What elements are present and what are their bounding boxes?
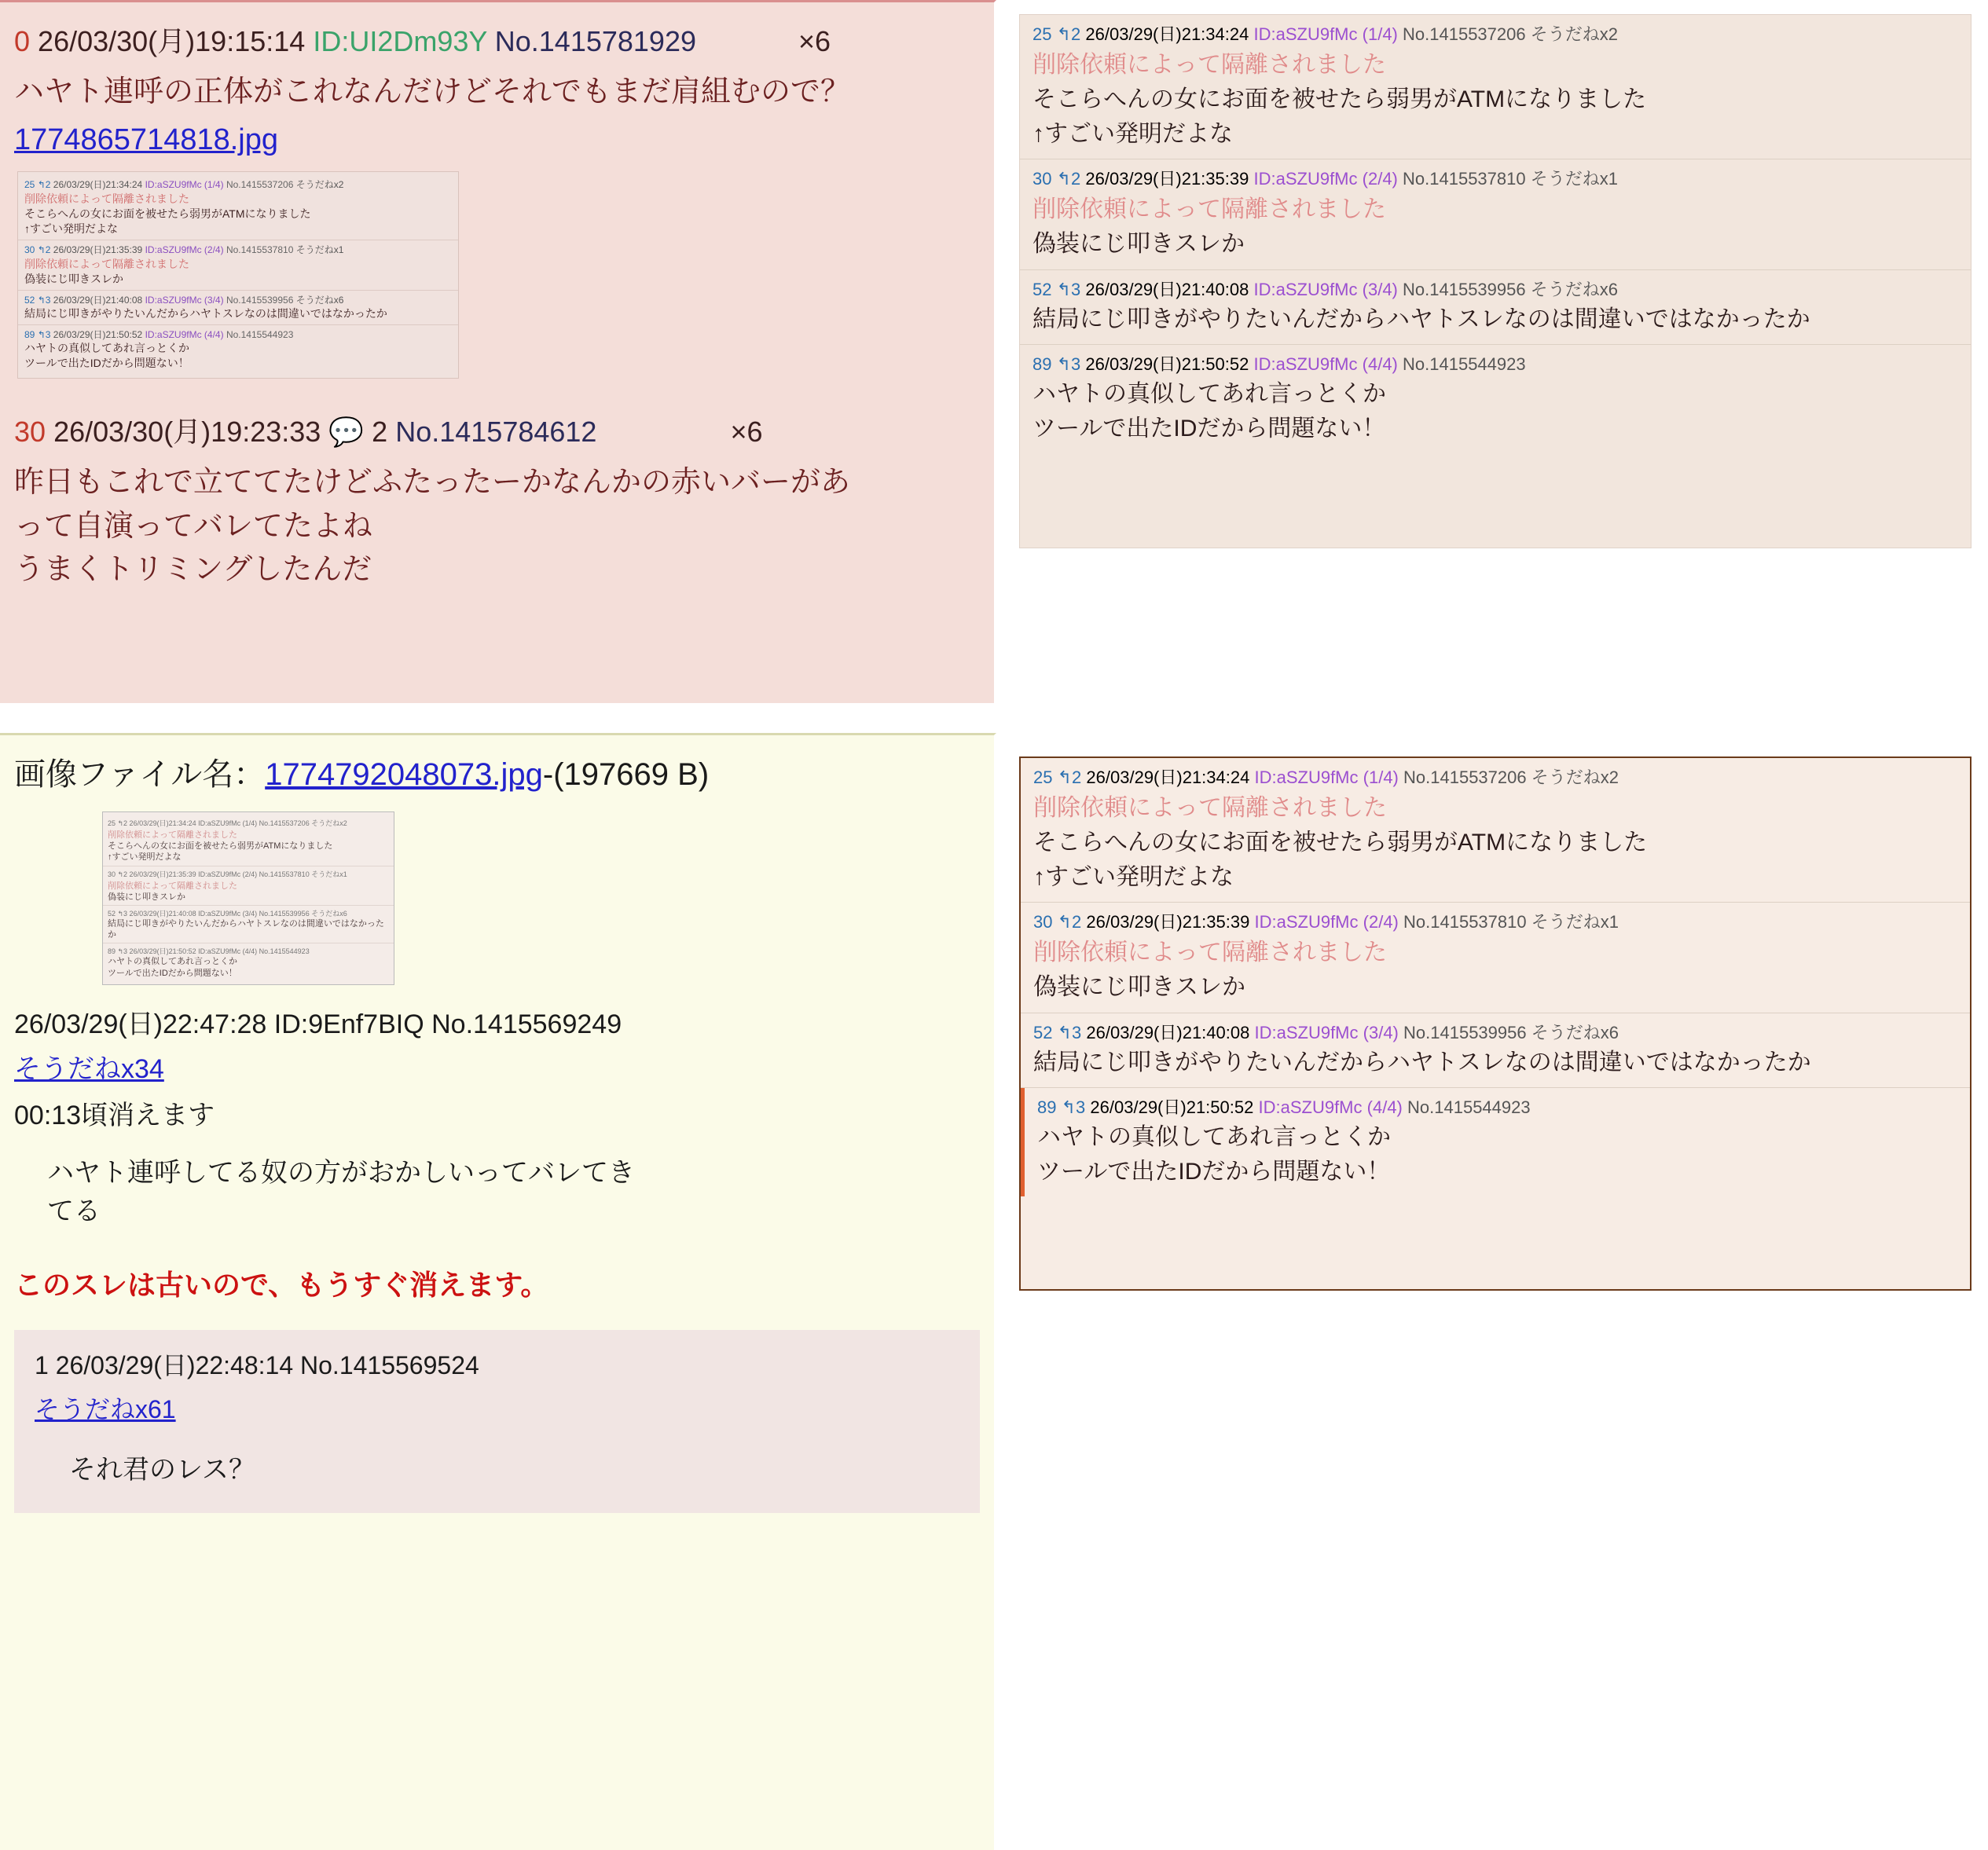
quote-meta [1033, 909, 1957, 935]
quote-date: 26/03/29(日)21:40:08 [53, 294, 143, 306]
post-2-line-1: 昨日もこれで立ててたけどふたったーかなんかの赤いバーがあ [14, 466, 851, 500]
quote-row [18, 291, 458, 325]
quote-text: 偽装にじ叩きスレか [24, 272, 123, 285]
quote-no: No.1415537810 [226, 244, 294, 255]
post-expiry-note: 00:13頃消えます [14, 1101, 215, 1131]
thread-panel-bottom-left [0, 733, 996, 1850]
post-1-body: ハヤト連呼の正体がこれなんだけどそれでもまだ肩組むので？ [14, 75, 851, 108]
thumb-quote-row [103, 866, 394, 906]
quote-date: 26/03/29(日)21:35:39 [1085, 169, 1249, 189]
quote-id: ID:aSZU9fMc [1254, 767, 1359, 787]
quote-no: No.1415539956 [226, 294, 294, 306]
quote-text: そこらへんの女にお面を被せたら弱男がATMになりました [24, 207, 311, 221]
quote-number: 25 [24, 179, 35, 191]
quote-no: No.1415539956 [1403, 1022, 1527, 1042]
quote-date: 26/03/29(日)21:34:24 [53, 179, 143, 191]
quote-text: 結局にじ叩きがやりたいんだからハヤトスレなのは間違いではなかったか [24, 306, 387, 320]
quote-sodane: そうだねx6 [1530, 279, 1618, 299]
thumb-quote-meta: 30 ↰2 26/03/29(日)21:35:39 ID:aSZU9fMc (2/4) No.1415537810 そうだねx1 [108, 870, 347, 878]
quote-deleted-notice: 削除依頼によって隔離されました [24, 192, 189, 206]
quote-part: (2/4) [1362, 169, 1398, 189]
quote-date: 26/03/29(日)21:50:52 [1085, 354, 1249, 374]
quote-no: No.1415537206 [1403, 767, 1527, 787]
quote-text: ハヤトの真似してあれ言っとくか [1037, 1124, 1391, 1150]
quote-meta [1033, 1020, 1957, 1046]
quote-text: ハヤトの真似してあれ言っとくか [1033, 381, 1386, 407]
thumb-quote-text: そこらへんの女にお面を被せたら弱男がATMになりました [108, 841, 333, 851]
reply-meta: 1 26/03/29(日)22:48:14 No.1415569524 [35, 1350, 479, 1379]
reply-bubble-icon[interactable]: 💬 [328, 416, 365, 449]
quote-number: 89 [1033, 354, 1052, 374]
quote-date: 26/03/29(日)21:40:08 [1085, 279, 1249, 299]
quote-deleted-notice: 削除依頼によって隔離されました [1033, 52, 1386, 78]
post-body-line-2: てる [47, 1196, 101, 1227]
quote-id: ID:aSZU9fMc [1253, 169, 1358, 189]
quote-date: 26/03/29(日)21:35:39 [1086, 912, 1250, 932]
quote-text: ハヤトの真似してあれ言っとくか [24, 341, 189, 354]
reply-arrow-icon: ↰ [37, 294, 46, 306]
quote-date: 26/03/29(日)21:50:52 [53, 328, 143, 340]
reply-arrow-icon[interactable]: ↰ [1056, 169, 1072, 189]
sodane-link[interactable]: そうだねx61 [35, 1394, 176, 1423]
quote-number: 30 [1033, 169, 1052, 189]
reply-arrow-icon: ↰ [37, 328, 46, 340]
post-number: 30 [14, 416, 46, 449]
post-id: ID:UI2Dm93Y [313, 25, 487, 57]
thumb-quote-text: ↑すごい発明だよな [108, 852, 182, 863]
quote-no: No.1415544923 [1403, 354, 1526, 374]
quote-reply-count: 2 [1072, 767, 1082, 787]
quote-text: ツールで出たIDだから問題ない！ [1037, 1158, 1391, 1185]
post-body-line-1: ハヤト連呼してる奴の方がおかしいってバレてき [47, 1158, 635, 1189]
quote-text: 結局にじ叩きがやりたいんだからハヤトスレなのは間違いではなかったか [1033, 1049, 1811, 1075]
quote-reply-count: 2 [1071, 24, 1081, 44]
quote-sodane: そうだねx2 [1530, 24, 1618, 44]
quote-id: ID:aSZU9fMc [145, 179, 202, 191]
thumb-quote-meta: 52 ↰3 26/03/29(日)21:40:08 ID:aSZU9fMc (3/4) No.1415539956 そうだねx6 [108, 909, 347, 918]
quote-id: ID:aSZU9fMc [145, 244, 202, 255]
quote-reply-count: 3 [45, 328, 51, 340]
reply-arrow-icon: ↰ [37, 179, 46, 191]
quote-part: (1/4) [204, 179, 224, 191]
quote-no: No.1415544923 [226, 328, 294, 340]
quote-deleted-notice: 削除依頼によって隔離されました [1033, 940, 1387, 965]
quote-row [18, 175, 458, 240]
post-res-count: ×6 [798, 25, 831, 57]
thumb-quote-deleted: 削除依頼によって隔離されました [108, 881, 237, 891]
quote-part: (1/4) [1362, 24, 1398, 44]
quote-meta [1033, 351, 1958, 377]
quote-part: (4/4) [204, 328, 224, 340]
quote-number: 30 [24, 244, 35, 255]
quote-number: 52 [24, 294, 35, 306]
thumb-quote-row [103, 815, 394, 866]
quote-number: 89 [1037, 1097, 1057, 1117]
quote-meta [1033, 166, 1958, 192]
quote-number: 30 [1033, 912, 1053, 932]
quote-text: そこらへんの女にお面を被せたら弱男がATMになりました [1033, 86, 1647, 112]
quote-panel-bottom-right [1019, 756, 1971, 1291]
post-reply-count: 2 [372, 416, 388, 449]
quote-sodane: そうだねx2 [1531, 767, 1619, 787]
thumb-quote-row [103, 906, 394, 944]
quote-reply-count: 3 [1071, 354, 1081, 374]
reply-arrow-icon[interactable]: ↰ [1057, 1022, 1073, 1042]
quote-part: (3/4) [204, 294, 224, 306]
quote-id: ID:aSZU9fMc [1254, 1022, 1359, 1042]
sodane-link[interactable]: そうだねx34 [14, 1054, 164, 1085]
quote-reply-count: 3 [1076, 1097, 1086, 1117]
embedded-quote-image [17, 171, 459, 379]
quote-date: 26/03/29(日)21:34:24 [1086, 767, 1250, 787]
quote-deleted-notice: 削除依頼によって隔離されました [1033, 196, 1386, 222]
quote-sodane: そうだねx1 [1531, 912, 1619, 932]
quote-reply-count: 2 [45, 179, 51, 191]
quote-row [1021, 1013, 1970, 1089]
quote-no: No.1415537810 [1403, 169, 1526, 189]
quote-number: 25 [1033, 767, 1053, 787]
thread-expiry-warning: このスレは古いので、もうすぐ消えます。 [14, 1268, 549, 1301]
reply-arrow-icon[interactable]: ↰ [1057, 767, 1073, 787]
quote-date: 26/03/29(日)21:40:08 [1086, 1022, 1250, 1042]
quote-sodane: そうだねx2 [295, 179, 344, 191]
post-2-line-2: って自演ってバレてたよね [14, 509, 373, 543]
thumbnail-image[interactable] [102, 811, 394, 985]
quote-deleted-notice: 削除依頼によって隔離されました [24, 257, 189, 270]
quote-no: No.1415544923 [1407, 1097, 1531, 1117]
quote-text: ↑すごい発明だよな [1033, 863, 1234, 890]
quote-deleted-notice: 削除依頼によって隔離されました [1033, 795, 1387, 821]
post-2 [0, 379, 994, 591]
quote-id: ID:aSZU9fMc [1254, 912, 1359, 932]
quote-text: そこらへんの女にお面を被せたら弱男がATMになりました [1033, 830, 1648, 855]
quote-meta [1037, 1094, 1957, 1120]
thumb-quote-text: 偽装にじ叩きスレか [108, 892, 185, 902]
quote-meta [24, 243, 452, 256]
post-date: 26/03/30(月)19:15:14 [38, 25, 306, 57]
quote-no: No.1415539956 [1403, 279, 1526, 299]
quote-text: ↑すごい発明だよな [1033, 120, 1233, 147]
quote-row [1020, 159, 1971, 270]
quote-number: 89 [24, 328, 35, 340]
quote-part: (2/4) [1363, 912, 1399, 932]
post-2-header [14, 410, 994, 450]
post-res-count: ×6 [730, 416, 763, 449]
thread-panel-top-left [0, 0, 996, 703]
quote-row [1020, 345, 1971, 453]
thumb-quote-meta: 89 ↰3 26/03/29(日)21:50:52 ID:aSZU9fMc (4/4) No.1415544923 [108, 947, 310, 956]
image-file-link[interactable]: 1774792048073.jpg [265, 757, 543, 792]
quote-meta [1033, 277, 1958, 302]
reply-arrow-icon[interactable]: ↰ [1056, 279, 1072, 299]
quote-text: 結局にじ叩きがやりたいんだからハヤトスレなのは間違いではなかったか [1033, 306, 1810, 332]
quote-reply-count: 2 [1072, 912, 1082, 932]
quote-row-highlighted [1021, 1088, 1970, 1196]
reply-arrow-icon[interactable]: ↰ [1056, 354, 1072, 374]
quote-date: 26/03/29(日)21:50:52 [1090, 1097, 1254, 1117]
quote-text: ツールで出たIDだから問題ない！ [24, 356, 189, 369]
quote-reply-count: 3 [45, 294, 51, 306]
quote-no: No.1415537810 [1403, 912, 1527, 932]
reply-arrow-icon[interactable]: ↰ [1061, 1097, 1077, 1117]
quote-part: (4/4) [1362, 354, 1398, 374]
quote-sodane: そうだねx1 [295, 244, 344, 255]
quote-row [1020, 270, 1971, 346]
quote-number: 52 [1033, 1022, 1053, 1042]
quote-row [18, 325, 458, 374]
quote-sodane: そうだねx1 [1530, 169, 1618, 189]
reply-arrow-icon: ↰ [37, 244, 46, 255]
reply-arrow-icon[interactable]: ↰ [1057, 912, 1073, 932]
quote-meta [24, 293, 452, 306]
image-filename-row [0, 735, 994, 794]
quote-number: 52 [1033, 279, 1052, 299]
filesize-label: -(197669 B) [542, 757, 710, 792]
thumb-quote-deleted: 削除依頼によって隔離されました [108, 830, 237, 840]
quote-text: ↑すごい発明だよな [24, 222, 118, 235]
quote-text: 偽装にじ叩きスレか [1033, 231, 1245, 257]
filename-label: 画像ファイル名： [14, 757, 266, 792]
post-2-line-3: うまくトリミングしたんだ [14, 552, 372, 586]
quote-part: (4/4) [1366, 1097, 1403, 1117]
post-meta: 26/03/29(日)22:47:28 ID:9Enf7BIQ No.1415569249 [14, 1009, 622, 1040]
reply-arrow-icon[interactable]: ↰ [1056, 24, 1072, 44]
post-no: No.1415784612 [395, 416, 597, 449]
quote-number: 25 [1033, 24, 1052, 44]
quote-id: ID:aSZU9fMc [145, 294, 202, 306]
quote-row [18, 240, 458, 291]
quote-reply-count: 3 [1071, 279, 1081, 299]
quote-id: ID:aSZU9fMc [1258, 1097, 1363, 1117]
quote-id: ID:aSZU9fMc [1253, 279, 1358, 299]
quote-no: No.1415537206 [1403, 24, 1526, 44]
quote-sodane: そうだねx6 [295, 294, 344, 306]
quote-meta [24, 328, 452, 341]
post-no: No.1415781929 [494, 25, 696, 57]
reply-text: それ君のレス？ [69, 1454, 255, 1485]
quote-id: ID:aSZU9fMc [145, 328, 202, 340]
quote-reply-count: 3 [1072, 1022, 1082, 1042]
quote-id: ID:aSZU9fMc [1253, 354, 1358, 374]
quote-no: No.1415537206 [226, 179, 294, 191]
quote-panel-top-right [1019, 14, 1971, 548]
quote-date: 26/03/29(日)21:34:24 [1085, 24, 1249, 44]
quote-part: (1/4) [1363, 767, 1399, 787]
post-number: 0 [14, 25, 31, 57]
quote-text: ツールで出たIDだから問題ない！ [1033, 415, 1386, 441]
quote-reply-count: 2 [45, 244, 51, 255]
thumb-quote-meta: 25 ↰2 26/03/29(日)21:34:24 ID:aSZU9fMc (1/4) No.1415537206 そうだねx2 [108, 819, 347, 827]
quote-row [1021, 758, 1970, 903]
quote-text: 偽装にじ叩きスレか [1033, 974, 1245, 1000]
quote-meta [24, 178, 452, 191]
thumb-quote-text: 結局にじ叩きがやりたいんだからハヤトスレなのは間違いではなかったか [108, 918, 384, 940]
thumb-quote-text: ハヤトの真似してあれ言っとくか [108, 957, 237, 967]
quote-row [1020, 15, 1971, 159]
quote-part: (2/4) [204, 244, 224, 255]
quote-sodane: そうだねx6 [1531, 1022, 1619, 1042]
reply-post [14, 1330, 980, 1513]
thumb-quote-row [103, 943, 394, 981]
post-1 [0, 2, 994, 157]
quote-date: 26/03/29(日)21:35:39 [53, 244, 143, 255]
quote-part: (3/4) [1363, 1022, 1399, 1042]
quote-row [1021, 903, 1970, 1013]
post-date: 26/03/30(月)19:23:33 [53, 416, 321, 449]
image-file-link[interactable]: 1774865714818.jpg [14, 123, 279, 157]
quote-meta [1033, 764, 1957, 790]
thumb-quote-text: ツールで出たIDだから問題ない！ [108, 968, 237, 978]
quote-part: (3/4) [1362, 279, 1398, 299]
post-1-header [14, 20, 994, 60]
quote-reply-count: 2 [1071, 169, 1081, 189]
quote-id: ID:aSZU9fMc [1253, 24, 1358, 44]
quote-meta [1033, 21, 1958, 47]
